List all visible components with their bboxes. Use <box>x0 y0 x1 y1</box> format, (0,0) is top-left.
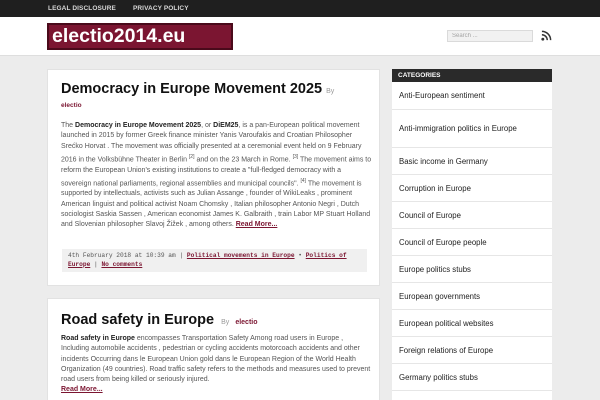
category-list <box>392 82 552 391</box>
post-title[interactable]: Road safety in Europe By electio <box>61 312 258 328</box>
post-title[interactable]: Democracy in Europe Movement 2025 By <box>61 81 335 97</box>
byline: By <box>221 319 230 326</box>
site-header <box>0 17 600 56</box>
post-excerpt: The Democracy in Europe Movement 2025, or DiEM25, is a pan-European political movement launched in 2015 by former Greek finance minister Yanis Varoufakis and Croatian Philosopher Srećko Horvat . The movement was officially presented at a ceremonial event held on 9 February 2016 in the Volksbühne Theater in Berlin [2] and on the 23 March in Rome. [3] The movement aims to reform the European Union's existing institutions to create a "full-fledged democracy with a sovereign national parliaments, regional assemblies and municipal councils". [4] The movement is supported by intellectuals, activists such as Julian Assange , founder of WikiLeaks , prominent American linguist and political activist Noam Chomsky , Italian philosopher Antonio Negri , Dutch sociologist Saskia Sassen , American economist James K. Galbraith , train Labor MP Stuart Holland and Slovenian philosopher Slavoj Žižek , among others. Read More... <box>61 122 372 229</box>
post-excerpt: Road safety in Europe encompasses Transportation Safety Among road users in Europe , Including automobile accidents , pedestrian or cycling accidents motorcoach accidents and other incidents Occurring dans le European Union gold dans le European Region of the World Health Organization (49 countries). Road traffic safety refers to the methods and measures used to prevent road users from being killed or seriously injured. Read More... <box>61 335 371 394</box>
read-more-link[interactable]: Read More... <box>235 221 278 229</box>
category-item[interactable]: Council of Europe <box>392 202 552 229</box>
read-more-link[interactable]: Read More... <box>61 386 103 394</box>
rss-icon[interactable] <box>541 30 552 41</box>
category-item[interactable]: Anti-European sentiment <box>392 82 552 110</box>
sidebar-categories <box>392 69 552 400</box>
category-item[interactable]: Foreign relations of Europe <box>392 337 552 364</box>
post-category-link[interactable]: Political movements in Europe <box>186 252 295 259</box>
category-item[interactable]: Anti-immigration politics in Europe <box>392 110 552 148</box>
post-category-link[interactable]: Politics of Europe <box>68 252 347 268</box>
category-item[interactable]: Germany politics stubs <box>392 364 552 391</box>
byline: By <box>326 88 335 95</box>
top-nav <box>48 0 206 17</box>
categories-heading: CATEGORIES <box>392 69 552 82</box>
post-democracy <box>47 69 380 286</box>
category-item[interactable]: European governments <box>392 283 552 310</box>
category-item[interactable]: Corruption in Europe <box>392 175 552 202</box>
post-author[interactable]: electio <box>61 102 82 109</box>
nav-privacy-policy[interactable]: PRIVACY POLICY <box>132 5 189 12</box>
top-bar <box>0 0 600 17</box>
category-item[interactable]: Council of Europe people <box>392 229 552 256</box>
post-road-safety <box>47 298 380 400</box>
post-author[interactable]: electio <box>235 319 258 326</box>
category-item[interactable]: Basic income in Germany <box>392 148 552 175</box>
post-time: 10:39 am <box>146 252 176 259</box>
category-item[interactable]: Europe politics stubs <box>392 256 552 283</box>
nav-legal-disclosure[interactable]: LEGAL DISCLOSURE <box>48 5 116 12</box>
search-input[interactable] <box>447 30 533 42</box>
post-date: 4th February 2018 <box>68 252 132 259</box>
site-logo[interactable]: electio2014.eu <box>47 23 233 50</box>
category-item[interactable]: European political websites <box>392 310 552 337</box>
post-meta: 4th February 2018 at 10:39 am | Political movements in Europe • Politics of Europe | No comments <box>62 249 367 272</box>
post-comments-link[interactable]: No comments <box>101 260 143 268</box>
